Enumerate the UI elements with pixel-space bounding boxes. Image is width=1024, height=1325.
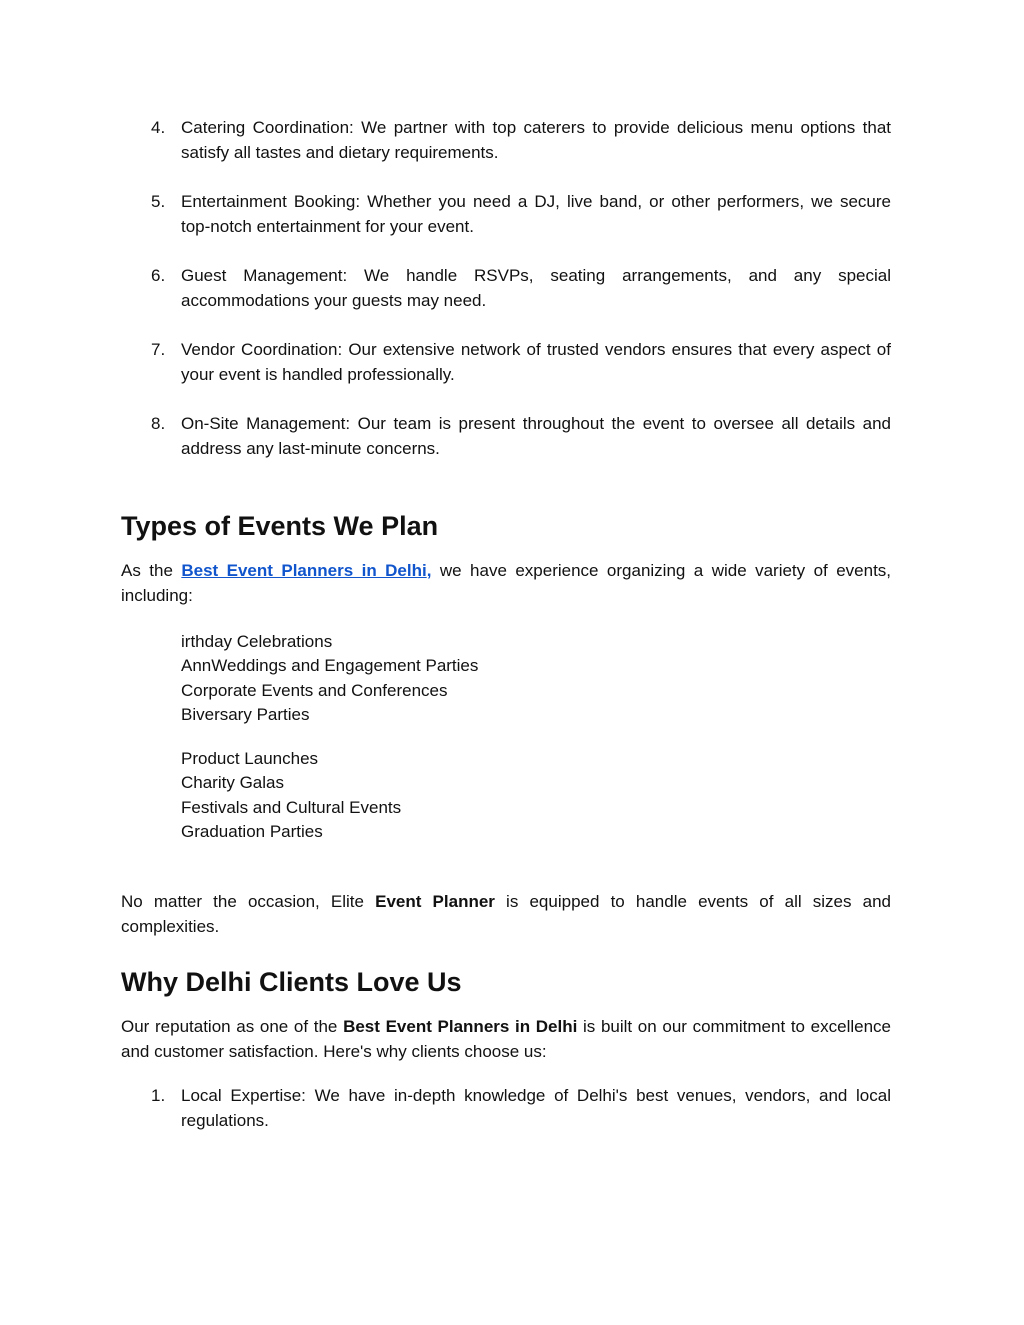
- list-item: [121, 1084, 891, 1133]
- why-intro-after: is built on our commitment to excellence and customer satisfaction. Here's why clients choose us:: [121, 1017, 891, 1061]
- event-type-item: irthday Celebrations: [181, 632, 333, 651]
- list-number: 4.: [151, 118, 166, 137]
- list-number: 5.: [151, 192, 166, 211]
- reasons-list: [121, 1084, 891, 1133]
- event-type-item: Biversary Parties: [181, 704, 310, 724]
- types-closing-bold: Event Planner: [375, 892, 495, 912]
- types-intro: [121, 559, 891, 608]
- event-type-item: Festivals and Cultural Events: [181, 797, 402, 817]
- list-item-text: On-Site Management: Our team is present throughout the event to oversee all details and address any last-minute concerns.: [181, 414, 891, 458]
- services-list: [121, 116, 891, 461]
- event-type-item: AnnWeddings and Engagement Parties: [181, 656, 479, 676]
- best-event-planners-link[interactable]: Best Event Planners in Delhi: [181, 561, 427, 580]
- list-item-text: Vendor Coordination: Our extensive network of trusted vendors ensures that every aspect of your event is handled professionally.: [181, 340, 891, 384]
- types-heading: Types of Events We Plan: [121, 511, 439, 541]
- types-closing-before: No matter the occasion, Elite: [121, 892, 376, 912]
- list-number: 1.: [151, 1086, 166, 1106]
- why-intro-before: Our reputation as one of the: [121, 1017, 344, 1037]
- why-heading: Why Delhi Clients Love Us: [121, 967, 462, 998]
- list-item-text: Guest Management: We handle RSVPs, seating arrangements, and any special accommodations your guests may need.: [181, 266, 891, 310]
- list-number: 7.: [151, 340, 166, 359]
- list-item: [121, 412, 891, 461]
- list-item: [121, 116, 891, 165]
- why-intro-bold: Best Event Planners in Delhi: [343, 1017, 578, 1037]
- list-item-text: Local Expertise: We have in-depth knowledge of Delhi's best venues, vendors, and local regulations.: [181, 1086, 891, 1130]
- event-type-item: Corporate Events and Conferences: [181, 680, 448, 700]
- list-item: [121, 190, 891, 239]
- event-type-item: Charity Galas: [181, 773, 284, 793]
- list-item-text: Entertainment Booking: Whether you need a DJ, live band, or other performers, we secure top-notch entertainment for your event.: [181, 192, 891, 236]
- types-intro-after: we have experience organizing a wide variety of events, including:: [121, 561, 892, 605]
- types-closing-after: is equipped to handle events of all sizes and complexities.: [121, 892, 892, 936]
- page-content: [121, 116, 891, 1158]
- event-type-item: Product Launches: [181, 749, 319, 769]
- types-intro-before: As the: [121, 561, 182, 580]
- list-item-text: Catering Coordination: We partner with top caterers to provide delicious menu options that satisfy all tastes and dietary requirements.: [181, 118, 891, 162]
- list-number: 6.: [151, 266, 166, 285]
- list-number: 8.: [151, 414, 166, 433]
- types-closing: [121, 890, 891, 939]
- event-type-item: Graduation Parties: [181, 822, 323, 842]
- events-list-group-1: [121, 630, 891, 727]
- link-comma[interactable]: ,: [426, 561, 432, 580]
- list-item: [121, 338, 891, 387]
- events-list-group-2: [121, 747, 891, 844]
- why-intro: [121, 1015, 891, 1064]
- list-item: [121, 264, 891, 313]
